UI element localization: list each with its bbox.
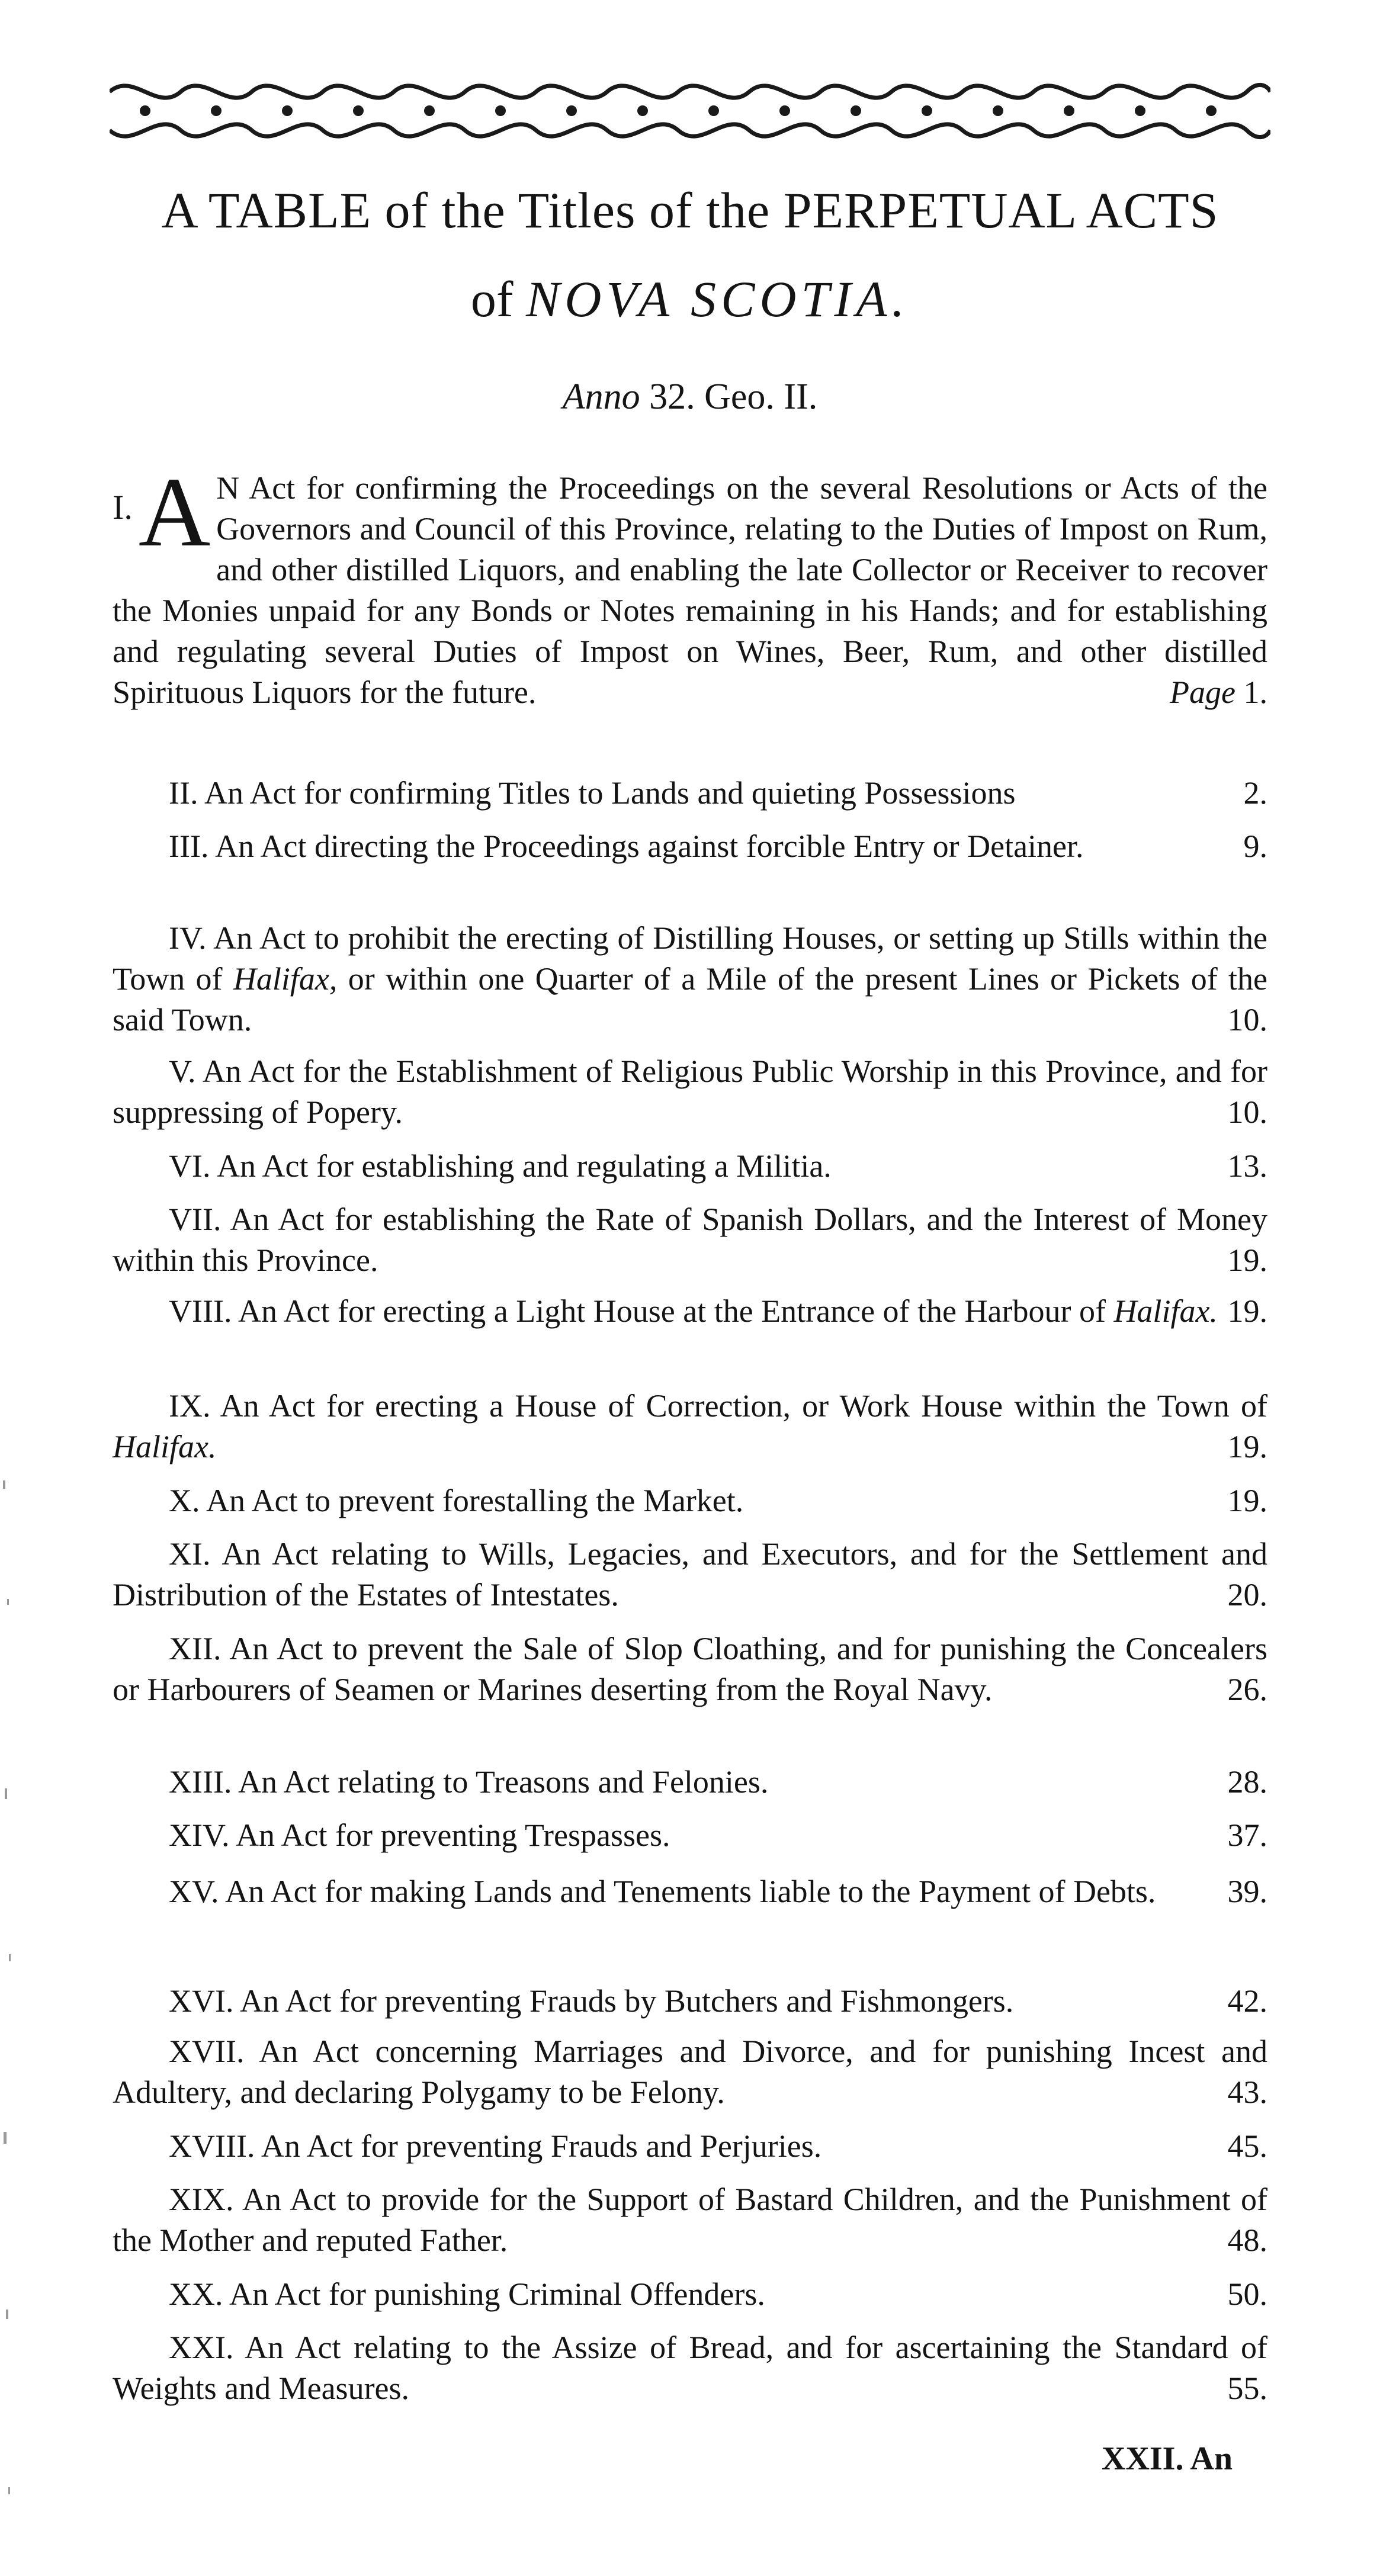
page-edge-speckle-icon: [0, 1421, 24, 2576]
regnal-year: [110, 373, 1270, 420]
page-word: Page: [1170, 674, 1235, 710]
page-number: 19.: [1227, 1483, 1267, 1518]
act-entry-19: [113, 2179, 1267, 2261]
page-number: 48.: [1227, 2222, 1267, 2258]
act-entry-21: [113, 2327, 1267, 2409]
page-number: 19.: [1227, 1293, 1267, 1329]
act-title: XIII. An Act relating to Treasons and Felonies.: [169, 1764, 769, 1800]
act-title: XII. An Act to prevent the Sale of Slop Cloathing, and for punishing the Concealers or Harbourers of Seamen or Marines deserting from the Royal Navy.: [113, 1631, 1267, 1707]
act-entry-16: [113, 1981, 1267, 2022]
act-entry-1: [113, 457, 1267, 713]
subtitle-of: of: [470, 271, 514, 327]
page-number: 26.: [1227, 1672, 1267, 1707]
page-number: 2.: [1243, 775, 1267, 811]
page-number: 28.: [1227, 1764, 1267, 1800]
act-entry-3: [113, 826, 1267, 867]
act-entry-6: [113, 1146, 1267, 1187]
page-number: 1.: [1243, 674, 1267, 710]
act-title: XX. An Act for punishing Criminal Offenders.: [169, 2276, 765, 2312]
act-entry-2: [113, 773, 1267, 814]
page-number: 13.: [1227, 1148, 1267, 1184]
subtitle-place: NOVA SCOTIA.: [526, 271, 910, 327]
page-number: 45.: [1227, 2128, 1267, 2164]
act-entry-15: [113, 1871, 1267, 1912]
page-number: 20.: [1227, 1577, 1267, 1613]
page-title: A TABLE of the Titles of the PERPETUAL ACTS: [161, 182, 1219, 239]
act-title: XIX. An Act to provide for the Support of Bastard Children, and the Punishment of the Mother and reputed Father.: [113, 2182, 1267, 2258]
page-reference: [1170, 672, 1267, 713]
act-title: N Act for confirming the Proceedings on the several Resolutions or Acts of the Governors and Council of this Province, relating to the Duties of Impost on Rum, and other distilled Liquors, and enabling the late Collector or Receiver to recover the Monies unpaid for any Bonds or Notes remaining in his Hands; and for establishing and regulating several Duties of Impost on Wines, Beer, Rum, and other distilled Spirituous Liquors for the future.: [113, 470, 1267, 710]
place-name: Halifax.: [1113, 1293, 1218, 1329]
act-entry-14: [113, 1815, 1267, 1856]
act-title: XV. An Act for making Lands and Tenements liable to the Payment of Debts.: [169, 1874, 1156, 1909]
act-title: XVIII. An Act for preventing Frauds and Perjuries.: [169, 2128, 822, 2164]
act-title: VIII. An Act for erecting a Light House at the Entrance of the Harbour of: [169, 1293, 1114, 1329]
anno-word: Anno: [562, 377, 640, 417]
place-name: Halifax,: [233, 961, 338, 997]
act-title: XXI. An Act relating to the Assize of Bread, and for ascertaining the Standard of Weights and Measures.: [113, 2330, 1267, 2406]
act-title: V. An Act for the Establishment of Religious Public Worship in this Province, and for suppressing of Popery.: [113, 1053, 1267, 1130]
fleuron-headpiece-icon: [110, 68, 1270, 157]
act-entry-7: [113, 1199, 1267, 1281]
page-subtitle: [110, 266, 1270, 332]
act-title-cont: or within one Quarter of a Mile of the present Lines or Pickets of the said Town.: [113, 961, 1267, 1038]
act-number: I.: [113, 488, 133, 526]
act-entry-8: [113, 1291, 1267, 1332]
act-title: XI. An Act relating to Wills, Legacies, and Executors, and for the Settlement and Distribution of the Estates of Intestates.: [113, 1536, 1267, 1613]
drop-cap: A: [138, 457, 211, 567]
place-name: Halifax.: [113, 1429, 217, 1464]
act-entry-9: [113, 1386, 1267, 1467]
page-number: 37.: [1227, 1817, 1267, 1853]
page-number: 50.: [1227, 2276, 1267, 2312]
act-title: XIV. An Act for preventing Trespasses.: [169, 1817, 670, 1853]
act-title: X. An Act to prevent forestalling the Market.: [169, 1483, 744, 1518]
act-entry-20: [113, 2274, 1267, 2315]
act-entry-12: [113, 1629, 1267, 1710]
act-entry-10: [113, 1480, 1267, 1521]
page-number: 19.: [1227, 1242, 1267, 1278]
act-title: VII. An Act for establishing the Rate of Spanish Dollars, and the Interest of Money within this Province.: [113, 1202, 1267, 1278]
page-number: 55.: [1227, 2371, 1267, 2406]
page-number: 10.: [1227, 1002, 1267, 1038]
page-number: 10.: [1227, 1094, 1267, 1130]
page-number: 39.: [1227, 1874, 1267, 1909]
act-title: XVII. An Act concerning Marriages and Divorce, and for punishing Incest and Adultery, and declaring Polygamy to be Felony.: [113, 2034, 1267, 2110]
page-number: 43.: [1227, 2074, 1267, 2110]
page-number: 42.: [1227, 1983, 1267, 2019]
act-entry-17: [113, 2031, 1267, 2113]
act-title: IV. An Act to prohibit the erecting of Distilling Houses, or setting up Stills within the Town of: [113, 920, 1267, 997]
anno-rest: 32. Geo. II.: [649, 377, 818, 417]
act-entry-11: [113, 1534, 1267, 1615]
catchword: XXII. An: [1102, 2440, 1233, 2477]
act-entry-13: [113, 1762, 1267, 1803]
act-entry-18: [113, 2126, 1267, 2167]
act-title: VI. An Act for establishing and regulating a Militia.: [169, 1148, 832, 1184]
act-title: III. An Act directing the Proceedings against forcible Entry or Detainer.: [169, 828, 1084, 864]
act-entry-4: [113, 918, 1267, 1040]
act-title: II. An Act for confirming Titles to Lands and quieting Possessions: [169, 775, 1016, 811]
act-title: XVI. An Act for preventing Frauds by Butchers and Fishmongers.: [169, 1983, 1014, 2019]
page-number: 9.: [1243, 828, 1267, 864]
act-title: IX. An Act for erecting a House of Correction, or Work House within the Town of: [169, 1388, 1267, 1424]
page-number: 19.: [1227, 1429, 1267, 1464]
act-entry-5: [113, 1051, 1267, 1133]
